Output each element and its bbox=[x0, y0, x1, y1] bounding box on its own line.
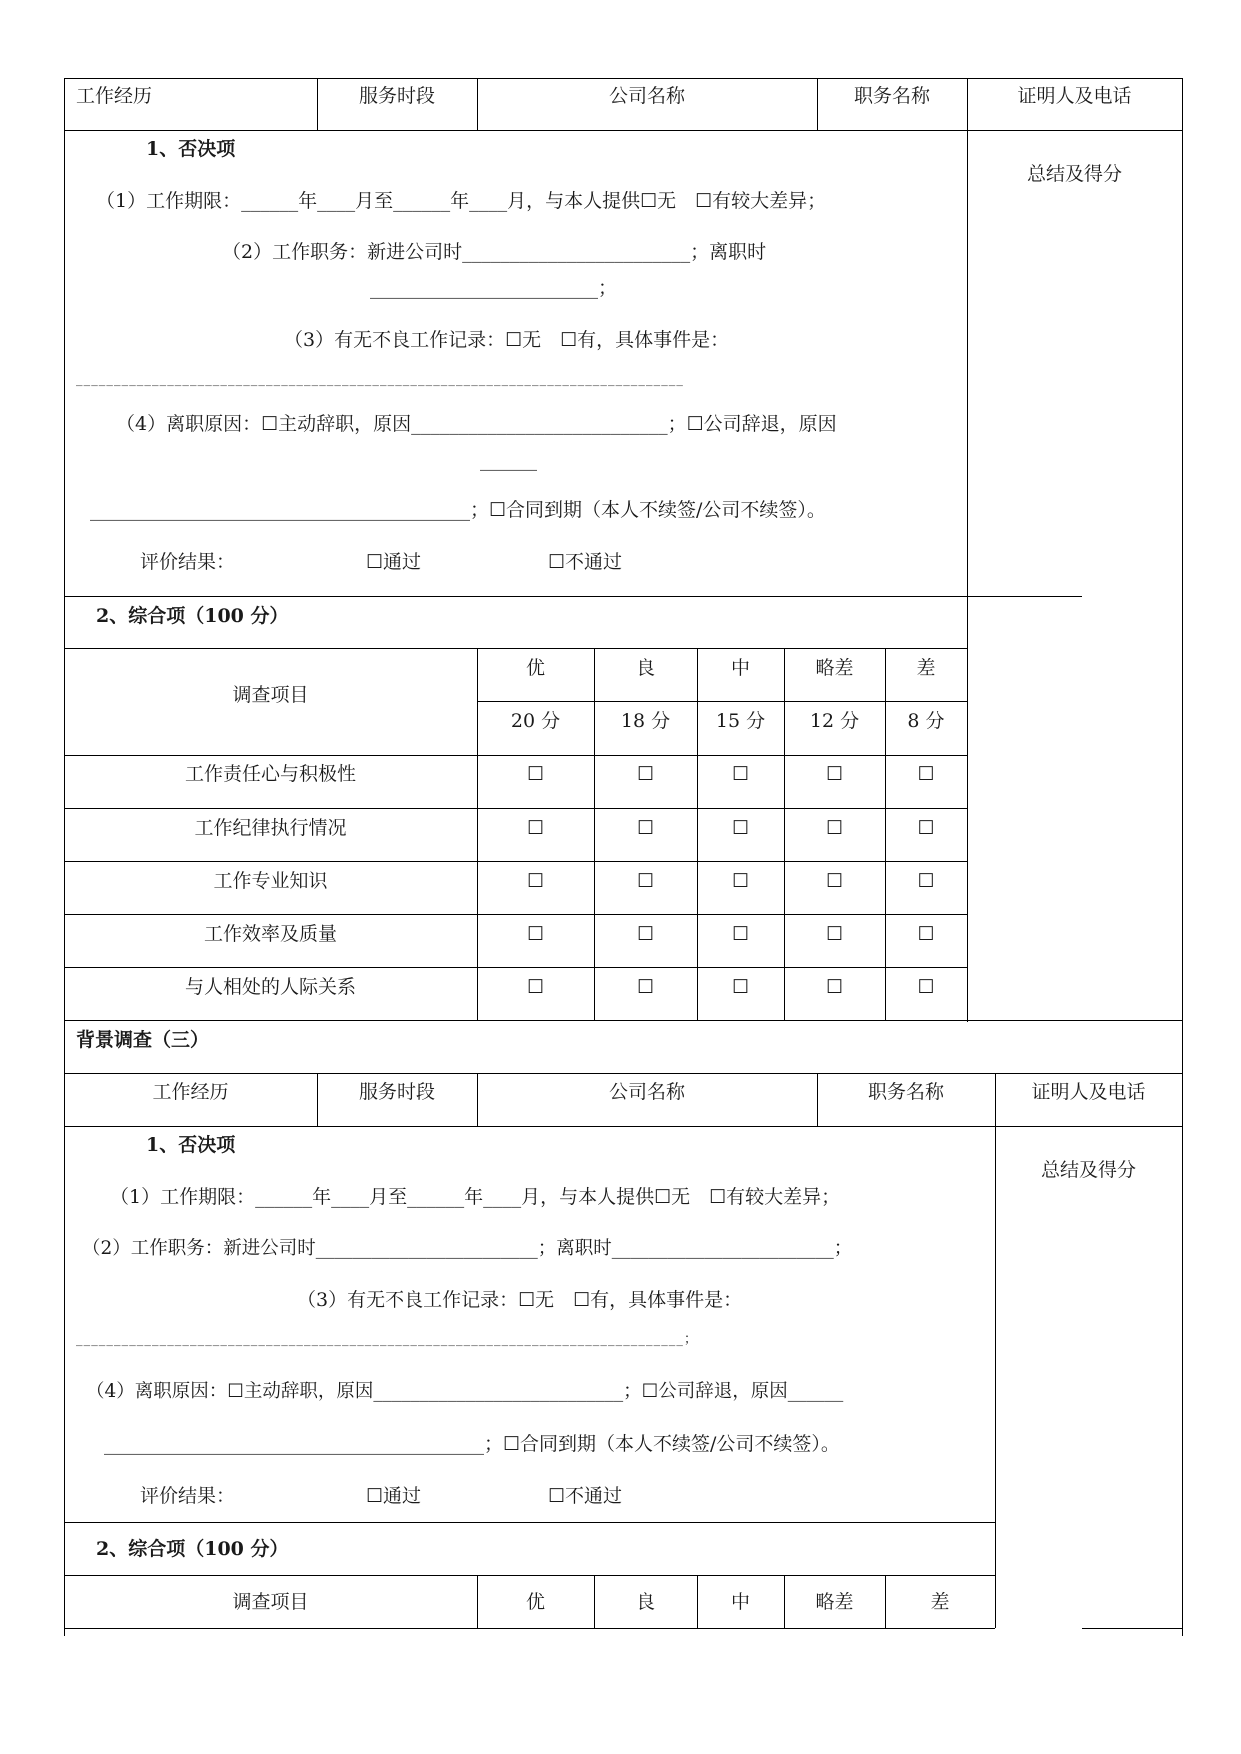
rating-checkbox[interactable]: ☐ bbox=[825, 976, 844, 998]
header-position-name: 职务名称 bbox=[867, 1081, 944, 1103]
work-period-line: （1）工作期限：______年____月至______年____月，与本人提供☐无 ☐有较大差异； bbox=[96, 190, 827, 212]
level-average: 中 bbox=[730, 1591, 750, 1613]
level-average: 中 bbox=[730, 657, 750, 679]
rating-checkbox[interactable]: ☐ bbox=[917, 763, 935, 785]
header-company-name: 公司名称 bbox=[608, 1081, 685, 1103]
rating-checkbox[interactable]: ☐ bbox=[636, 923, 655, 945]
header-position-name: 职务名称 bbox=[853, 85, 930, 107]
rating-checkbox[interactable]: ☐ bbox=[917, 976, 935, 998]
background-check-3-title: 背景调查（三） bbox=[76, 1029, 210, 1051]
item-label: 与人相处的人际关系 bbox=[184, 976, 356, 998]
rating-checkbox[interactable]: ☐ bbox=[731, 976, 750, 998]
rating-checkbox[interactable]: ☐ bbox=[825, 923, 844, 945]
rating-checkbox[interactable]: ☐ bbox=[636, 763, 655, 785]
score-fair: 12 分 bbox=[809, 710, 860, 732]
job-title-line: （2）工作职务：新进公司时________________________；离职时 bbox=[222, 241, 767, 263]
rating-checkbox[interactable]: ☐ bbox=[917, 870, 935, 892]
level-good: 良 bbox=[635, 657, 655, 679]
evaluation-result-label: 评价结果： bbox=[140, 1485, 236, 1507]
contract-expiry-line: ________________________________________；☐合同到期（本人不续签/公司不续签）。 bbox=[90, 499, 826, 521]
item-label: 工作纪律执行情况 bbox=[194, 817, 347, 839]
item-label: 工作专业知识 bbox=[213, 870, 328, 892]
work-period-line: （1）工作期限：______年____月至______年____月，与本人提供☐无 ☐有较大差异； bbox=[110, 1186, 841, 1208]
rating-checkbox[interactable]: ☐ bbox=[917, 817, 935, 839]
rating-checkbox[interactable]: ☐ bbox=[731, 870, 750, 892]
header-work-history: 工作经历 bbox=[76, 85, 153, 107]
rating-checkbox[interactable]: ☐ bbox=[825, 763, 844, 785]
rating-checkbox[interactable]: ☐ bbox=[917, 923, 935, 945]
header-service-period: 服务时段 bbox=[358, 85, 435, 107]
leave-reason-line-continued: ______ bbox=[480, 449, 537, 471]
rating-checkbox[interactable]: ☐ bbox=[731, 817, 750, 839]
pass-checkbox[interactable]: ☐通过 bbox=[366, 551, 422, 573]
header-work-history: 工作经历 bbox=[152, 1081, 229, 1103]
bad-record-blank: ________________________________________________________________________________ bbox=[76, 372, 684, 387]
item-label: 工作责任心与积极性 bbox=[184, 763, 356, 785]
job-title-line-continued: ________________________； bbox=[370, 277, 618, 299]
rating-checkbox[interactable]: ☐ bbox=[636, 870, 655, 892]
item-label: 工作效率及质量 bbox=[203, 923, 337, 945]
score-poor: 8 分 bbox=[907, 710, 945, 732]
rating-checkbox[interactable]: ☐ bbox=[731, 763, 750, 785]
score-excellent: 20 分 bbox=[510, 710, 561, 732]
rating-checkbox[interactable]: ☐ bbox=[825, 870, 844, 892]
fail-checkbox[interactable]: ☐不通过 bbox=[548, 1485, 623, 1507]
veto-title: 1、否决项 bbox=[146, 1134, 236, 1156]
score-good: 18 分 bbox=[620, 710, 671, 732]
veto-title: 1、否决项 bbox=[146, 138, 236, 160]
rating-checkbox[interactable]: ☐ bbox=[526, 763, 545, 785]
rating-checkbox[interactable]: ☐ bbox=[636, 976, 655, 998]
rating-checkbox[interactable]: ☐ bbox=[636, 817, 655, 839]
contract-expiry-line: ________________________________________；☐合同到期（本人不续签/公司不续签）。 bbox=[104, 1433, 840, 1455]
fail-checkbox[interactable]: ☐不通过 bbox=[548, 551, 623, 573]
rating-checkbox[interactable]: ☐ bbox=[731, 923, 750, 945]
rating-checkbox[interactable]: ☐ bbox=[526, 976, 545, 998]
level-excellent: 优 bbox=[525, 657, 545, 679]
header-referee-phone: 证明人及电话 bbox=[1017, 85, 1132, 107]
leave-reason-line: （4）离职原因：☐主动辞职，原因___________________________；☐公司辞退，原因 bbox=[116, 413, 837, 435]
leave-reason-line: （4）离职原因：☐主动辞职，原因___________________________；☐公司辞退，原因______ bbox=[86, 1381, 844, 1402]
level-excellent: 优 bbox=[525, 1591, 545, 1613]
rating-checkbox[interactable]: ☐ bbox=[825, 817, 844, 839]
header-service-period: 服务时段 bbox=[358, 1081, 435, 1103]
composite-title: 2、综合项（100 分） bbox=[96, 1538, 289, 1560]
job-title-line: （2）工作职务：新进公司时________________________；离职时________________________； bbox=[82, 1238, 853, 1259]
level-poor: 差 bbox=[930, 1591, 950, 1613]
rating-checkbox[interactable]: ☐ bbox=[526, 870, 545, 892]
rating-checkbox[interactable]: ☐ bbox=[526, 923, 545, 945]
summary-score-label: 总结及得分 bbox=[1040, 1159, 1136, 1181]
score-average: 15 分 bbox=[715, 710, 766, 732]
grid-item-header: 调查项目 bbox=[232, 1591, 309, 1613]
bad-record-line: （3）有无不良工作记录：☐无 ☐有，具体事件是： bbox=[297, 1289, 743, 1311]
grid-item-header: 调查项目 bbox=[232, 684, 309, 706]
rating-checkbox[interactable]: ☐ bbox=[526, 817, 545, 839]
header-referee-phone: 证明人及电话 bbox=[1031, 1081, 1146, 1103]
bad-record-line: （3）有无不良工作记录：☐无 ☐有，具体事件是： bbox=[284, 329, 730, 351]
level-poor: 差 bbox=[916, 657, 936, 679]
bad-record-blank: ________________________________________________________________________________； bbox=[76, 1332, 699, 1347]
composite-title: 2、综合项（100 分） bbox=[96, 605, 289, 627]
level-fair: 略差 bbox=[815, 1591, 854, 1613]
pass-checkbox[interactable]: ☐通过 bbox=[366, 1485, 422, 1507]
evaluation-result-label: 评价结果： bbox=[140, 551, 236, 573]
summary-score-label: 总结及得分 bbox=[1026, 163, 1122, 185]
header-company-name: 公司名称 bbox=[608, 85, 685, 107]
level-fair: 略差 bbox=[815, 657, 854, 679]
level-good: 良 bbox=[635, 1591, 655, 1613]
